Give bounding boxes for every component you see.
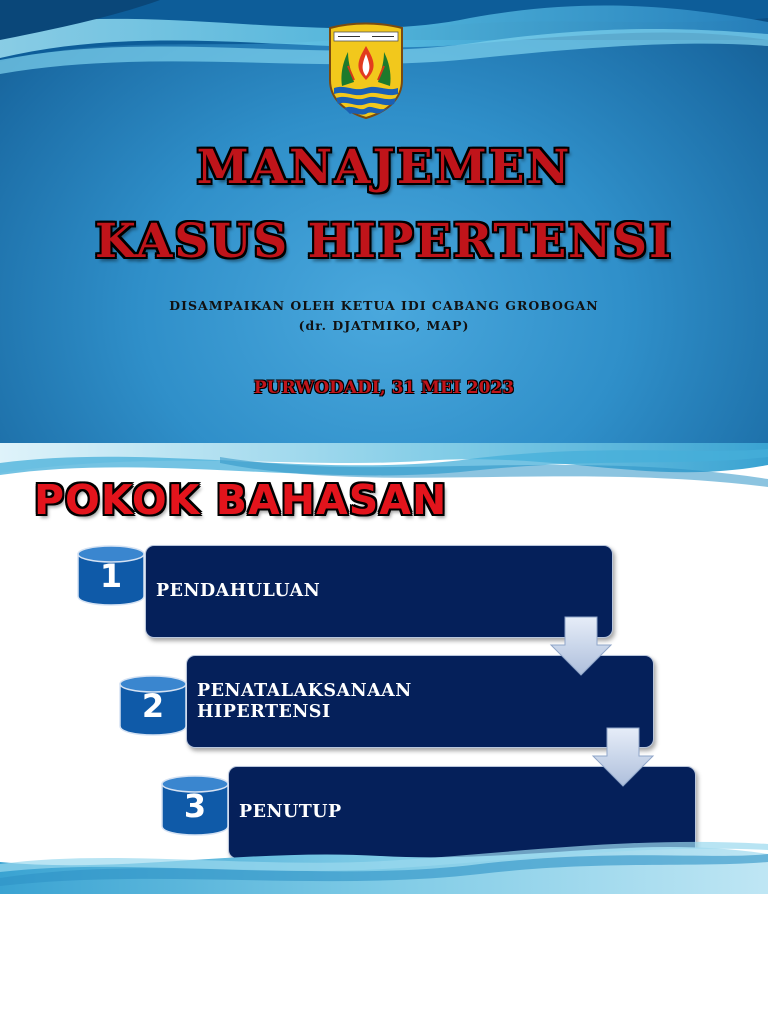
down-arrow-icon: [591, 726, 655, 788]
agenda-item-label: PENDAHULUAN: [156, 581, 321, 601]
slide-title-line-1: MANAJEMEN: [196, 140, 572, 195]
presenter-text: DISAMPAIKAN OLEH KETUA IDI CABANG GROBOGAN: [169, 298, 599, 313]
bottom-wave-decoration: [0, 834, 768, 894]
agenda-slide: [0, 443, 768, 894]
place-date: PURWODADI, 31 MEI 2023: [253, 378, 515, 398]
agenda-item-label: PENATALAKSANAAN HIPERTENSI: [197, 680, 412, 722]
badge-number: 1: [99, 557, 123, 595]
slide-title-line-2: KASUS HIPERTENSI: [94, 214, 674, 269]
down-arrow-icon: [549, 615, 613, 677]
page-gap: [0, 894, 768, 1024]
badge-number: 3: [183, 787, 207, 825]
agenda-item-1: [145, 545, 613, 638]
number-badge-2: [118, 674, 188, 736]
badge-number: 2: [141, 687, 165, 725]
agenda-item-label: PENUTUP: [239, 802, 342, 822]
number-badge-1: [76, 544, 146, 606]
number-badge-3: [160, 774, 230, 836]
grobogan-emblem-logo: [324, 22, 408, 120]
title-slide: [0, 0, 768, 443]
presenter-name: (dr. DJATMIKO, MAP): [298, 318, 470, 333]
section-title: POKOK BAHASAN: [34, 476, 448, 524]
